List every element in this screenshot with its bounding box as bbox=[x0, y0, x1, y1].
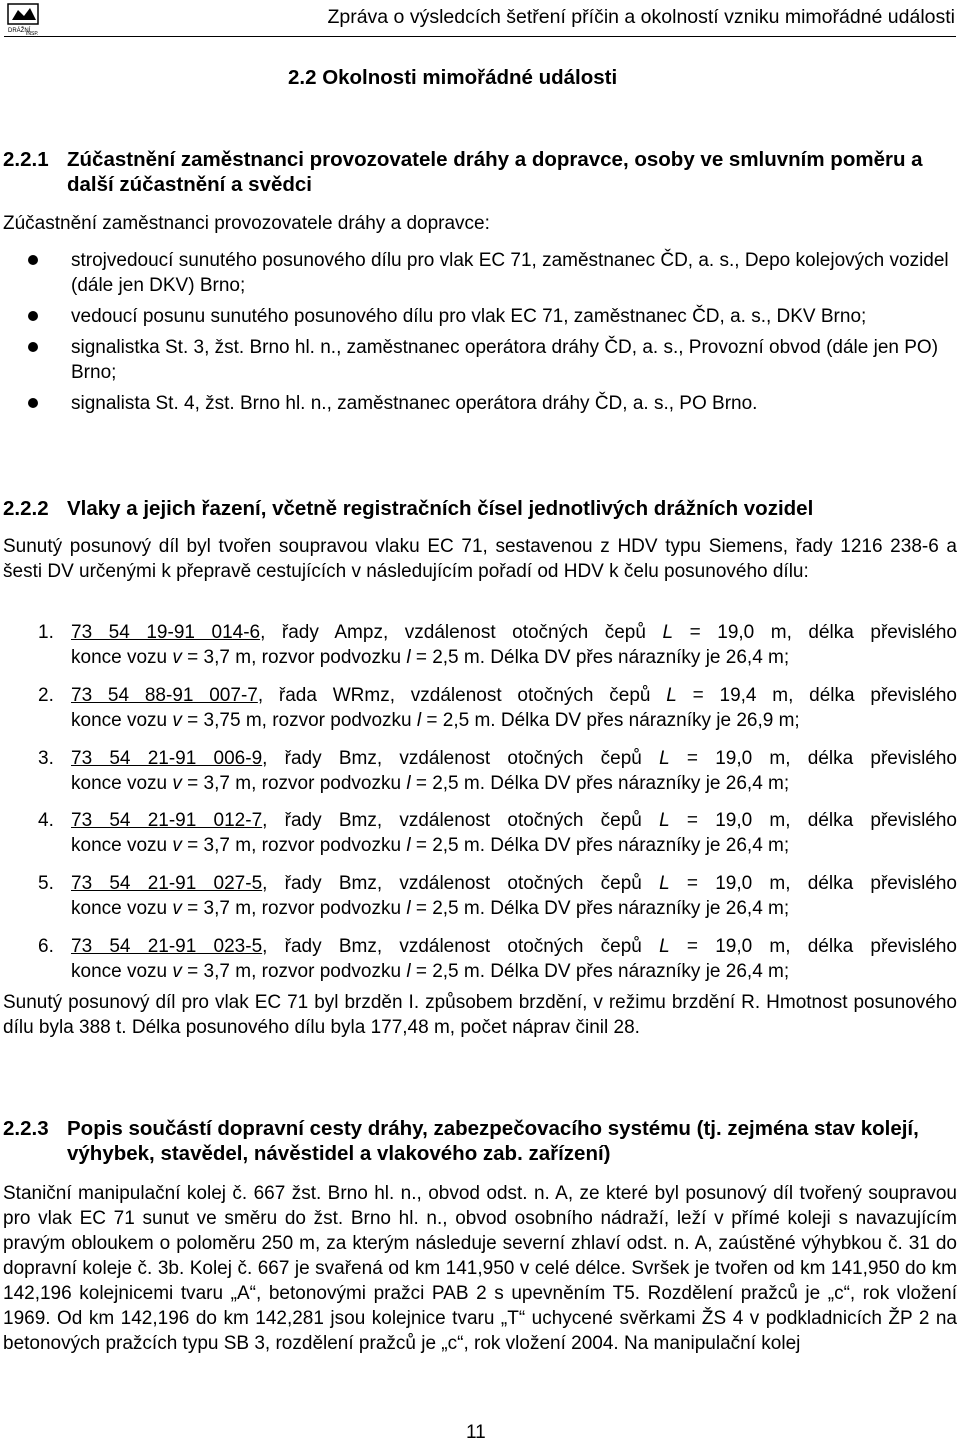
list-item: strojvedoucí sunutého posunového dílu pro vlak EC 71, zaměstnanec ČD, a. s., Depo kolejových vozidel (dále jen DKV) Brno; bbox=[0, 248, 957, 298]
track-description: Staniční manipulační kolej č. 667 žst. Brno hl. n., obvod odst. n. A, ze které byl posunový díl tvořený soupravou pro vlak EC 71 sunut ve směru do žst. Brno hl. n., obvod osobního nádraží, leží v přímé koleji s navazujícím pravým obloukem o poloměru 250 m, za kterým následuje severní zhlaví odst. n. A, zaústěné výhybkou č. 31 do dopravní koleje č. 3b. Kolej č. 667 je svařená od km 141,950 v celé délce. Svršek je tvořen od km 141,950 do km 142,196 kolejnicemi tvaru „A“, betonovými pražci PAB 2 s upevněním T5. Rozdělení pražců je „c“, rok vložení 1969. Od km 142,196 do km 142,281 jsou kolejnice tvaru „T“ uchycené svěrkami ŽS 4 v podkladnicích ŽP 2 na betonových pražcích typu SB 3, rozdělení pražců je „c“, rok vložení 2004. Na manipulační kolej bbox=[3, 1183, 957, 1354]
bullet-icon bbox=[28, 398, 38, 408]
header-divider bbox=[4, 36, 956, 37]
heading-number: 2.2.3 bbox=[3, 1117, 49, 1140]
list-item: 6. 73 54 21-91 023-5, řady Bmz, vzdálenost otočných čepů L = 19,0 m, délka převislého konce vozu v = 3,7 m, rozvor podvozku l = 2,5 m. Délka DV přes nárazníky je 26,4 m; bbox=[38, 935, 957, 982]
list-item: 4. 73 54 21-91 012-7, řady Bmz, vzdálenost otočných čepů L = 19,0 m, délka převislého konce vozu v = 3,7 m, rozvor podvozku l = 2,5 m. Délka DV přes nárazníky je 26,4 m; bbox=[38, 810, 957, 857]
vehicle-registration-number: 73 54 88-91 007-7 bbox=[71, 684, 258, 706]
bullet-icon bbox=[28, 342, 38, 352]
vehicle-registration-number: 73 54 19-91 014-6 bbox=[71, 622, 261, 643]
heading-number: 2.2.1 bbox=[3, 148, 49, 171]
list-item: signalistka St. 3, žst. Brno hl. n., zaměstnanec operátora dráhy ČD, a. s., Provozní obvod (dále jen PO) Brno; bbox=[0, 335, 957, 385]
heading-text: Popis součástí dopravní cesty dráhy, zabezpečovacího systému (tj. zejména stav kolejí, výhybek, stavědel, návěstidel a vlakového zab. zařízení) bbox=[67, 1117, 919, 1165]
list-item: 5. 73 54 21-91 027-5, řady Bmz, vzdálenost otočných čepů L = 19,0 m, délka převislého konce vozu v = 3,7 m, rozvor podvozku l = 2,5 m. Délka DV přes nárazníky je 26,4 m; bbox=[38, 873, 957, 920]
vehicle-list bbox=[0, 620, 960, 997]
heading-text: Zúčastnění zaměstnanci provozovatele dráhy a dopravce, osoby ve smluvním poměru a další zúčastnění a svědci bbox=[67, 148, 923, 196]
bullet-icon bbox=[28, 311, 38, 321]
section-title: 2.2 Okolnosti mimořádné události bbox=[288, 66, 618, 89]
vehicle-registration-number: 73 54 21-91 012-7 bbox=[71, 810, 263, 832]
participants-list bbox=[0, 248, 960, 422]
drazni-inspekce-logo bbox=[6, 2, 46, 36]
list-item: 2. 73 54 88-91 007-7, řada WRmz, vzdálenost otočných čepů L = 19,4 m, délka převislého konce vozu v = 3,75 m, rozvor podvozku l = 2,5 m. Délka DV přes nárazníky je 26,9 m; bbox=[38, 684, 957, 731]
heading-text: Vlaky a jejich řazení, včetně registračních čísel jednotlivých drážních vozidel bbox=[67, 497, 814, 520]
list-item: 3. 73 54 21-91 006-9, řady Bmz, vzdálenost otočných čepů L = 19,0 m, délka převislého konce vozu v = 3,7 m, rozvor podvozku l = 2,5 m. Délka DV přes nárazníky je 26,4 m; bbox=[38, 747, 957, 794]
svg-text:DRÁŽNÍ: DRÁŽNÍ bbox=[8, 28, 31, 34]
vehicle-registration-number: 73 54 21-91 023-5 bbox=[71, 935, 263, 957]
list-item: vedoucí posunu sunutého posunového dílu pro vlak EC 71, zaměstnanec ČD, a. s., DKV Brno; bbox=[0, 304, 957, 329]
participants-intro: Zúčastnění zaměstnanci provozovatele dráhy a dopravce: bbox=[3, 213, 490, 234]
heading-number: 2.2.2 bbox=[3, 497, 49, 520]
document-header-title: Zpráva o výsledcích šetření příčin a okolností vzniku mimořádné události bbox=[327, 6, 955, 28]
train-composition-intro: Sunutý posunový díl byl tvořen soupravou vlaku EC 71, sestavenou z HDV typu Siemens, řady 1216 238-6 a šesti DV určenými k přepravě cestujících v následujícím pořadí od HDV k čelu posunového dílu: bbox=[3, 536, 957, 582]
vehicle-registration-number: 73 54 21-91 006-9 bbox=[71, 747, 263, 769]
page-number: 11 bbox=[466, 1422, 486, 1443]
vehicle-registration-number: 73 54 21-91 027-5 bbox=[71, 873, 263, 895]
bullet-icon bbox=[28, 255, 38, 265]
list-item: signalista St. 4, žst. Brno hl. n., zaměstnanec operátora dráhy ČD, a. s., PO Brno. bbox=[0, 391, 957, 416]
braking-summary: Sunutý posunový díl pro vlak EC 71 byl brzděn I. způsobem brzdění, v režimu brzdění R. Hmotnost posunového dílu byla 388 t. Délka posunového dílu byla 177,48 m, počet náprav činil 28. bbox=[3, 992, 957, 1038]
list-item: 1. 73 54 19-91 014-6, řady Ampz, vzdálenost otočných čepů L = 19,0 m, délka převislého konce vozu v = 3,7 m, rozvor podvozku l = 2,5 m. Délka DV přes nárazníky je 26,4 m; bbox=[38, 622, 957, 668]
svg-text:INSP.: INSP. bbox=[26, 31, 39, 36]
